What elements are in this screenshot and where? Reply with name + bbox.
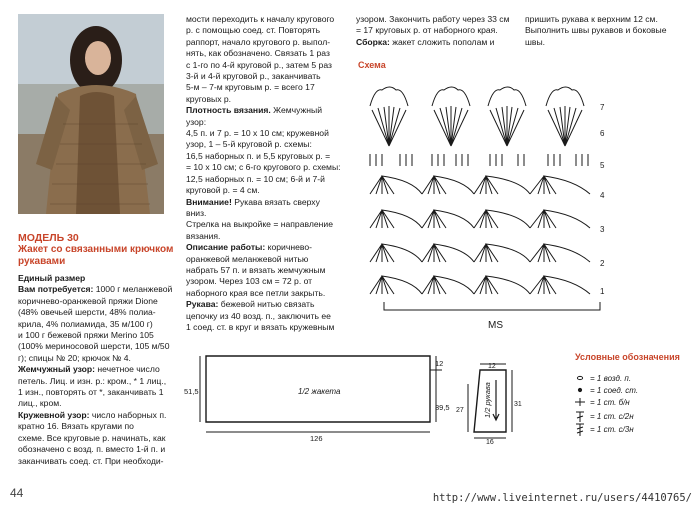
jacket-right: 39,5 — [435, 403, 450, 412]
double-treble-icon — [576, 412, 584, 422]
col2-line-2: раппорт, начало кругового р. выпол- — [186, 36, 331, 47]
model-subtitle-1: Жакет со связанными крючком — [18, 244, 174, 255]
sleeves-line-0 — [186, 299, 342, 310]
attention-line-2: вязания. — [186, 230, 221, 241]
legend-item-1: = 1 соед. ст. — [590, 386, 639, 395]
need-text-0: 1000 г меланжевой — [93, 284, 173, 295]
col3-line-0: узором. Закончить работу через 33 см — [356, 14, 510, 24]
model-title: МОДЕЛЬ 30 — [18, 232, 79, 244]
attention-text-0: Рукава вязать сверху вниз. — [186, 196, 320, 218]
col2-line-4: с 1-го по 4-й круговой р., затем 5 раз — [186, 59, 332, 70]
chain-stitch-icon — [577, 376, 582, 379]
lace-text-0: число наборных п. — [89, 409, 167, 420]
work-line-1: оранжевой меланжевой нитью — [186, 253, 309, 264]
need-line-5: (100% мериносовой шерсти, 105 м/50 — [18, 341, 170, 352]
sleeves-text-0: бежевой нитью связать — [218, 299, 315, 310]
col2-line-6: 5-м – 7-м круговым р. = всего 17 — [186, 82, 315, 93]
row-number-5: 5 — [600, 161, 605, 170]
assembly-text: жакет сложить пополам и — [389, 36, 495, 47]
density-line-2: узор, 1 – 5-й круговой р. схемы: — [186, 139, 312, 150]
legend-item-0: = 1 возд. п. — [590, 374, 632, 383]
lace-line-2: схеме. Все круговые р. начинать, как — [18, 432, 166, 443]
col4-line-1: Выполнить швы рукавов и боковые — [525, 25, 667, 36]
attention-line-1: Стрелка на выкройке = направление — [186, 219, 333, 230]
model-photo-illustration — [18, 14, 164, 214]
sleeve-pattern — [450, 360, 530, 444]
work-label: Описание работы: — [186, 242, 266, 253]
pearl-line-0 — [18, 364, 174, 375]
need-line-1: коричнево-оранжевой пряжи Dione — [18, 295, 158, 306]
sleeves-label: Рукава: — [186, 299, 219, 310]
pearl-label: Жемчужный узор: — [18, 364, 96, 375]
density-label: Плотность вязания. — [186, 105, 271, 116]
col2-line-3: нять, как обозначено. Связать 1 раз — [186, 48, 330, 59]
work-line-4: наборного края все петли закрыть. — [186, 287, 326, 298]
col2-line-1: р. с помощью соед. ст. Повторять — [186, 25, 321, 36]
need-line-0 — [18, 284, 174, 295]
scheme-rows-1-4 — [370, 176, 590, 294]
density-line-4: = 10 х 10 см; с 6-го кругового р. схемы: — [186, 162, 341, 173]
legend-item-2: = 1 ст. б/н — [590, 398, 630, 407]
sleeve-right: 31 — [514, 401, 522, 408]
lace-label: Кружевной узор: — [18, 409, 90, 420]
repeat-bracket — [384, 302, 600, 310]
sleeve-top: 12 — [488, 363, 496, 370]
density-line-3: 16,5 наборных п. и 5,5 круговых р. = — [186, 150, 331, 161]
col4-line-0: пришить рукава к верхним 12 см. — [525, 14, 658, 24]
density-line-0 — [186, 105, 342, 128]
assembly-label: Сборка: — [356, 36, 390, 47]
sleeves-line-2: 1 соед. ст. в круг и вязать кружевным — [186, 321, 335, 332]
pearl-line-1: петель. Лиц. и изн. р.: кром., * 1 лиц., — [18, 375, 167, 386]
triple-treble-icon — [576, 424, 584, 436]
column-1 — [18, 232, 174, 467]
pearl-line-2: 1 изн., повторять от *, заканчивать 1 — [18, 387, 164, 398]
need-line-4: и 100 г бежевой пряжи Merino 105 — [18, 330, 154, 341]
lace-line-1: кратно 16. Вязать кругами по — [18, 421, 134, 432]
need-line-6: г); спицы № 20; крючок № 4. — [18, 352, 131, 363]
repeat-label: MS — [488, 320, 503, 331]
jacket-top-right: 12 — [435, 359, 444, 368]
density-line-1: 4,5 п. и 7 р. = 10 х 10 см; кружевной — [186, 128, 329, 139]
col4-line-2: швы. — [525, 36, 546, 47]
work-line-0 — [186, 242, 342, 253]
pearl-line-3: лиц., кром. — [18, 398, 62, 409]
slip-stitch-icon — [578, 388, 581, 391]
jacket-pattern — [180, 348, 450, 444]
col2-line-7: круговых р. — [186, 93, 232, 104]
attention-line-0 — [186, 197, 342, 220]
pearl-text-0: нечетное число — [95, 364, 160, 375]
jacket-label: 1/2 жакета — [298, 387, 341, 396]
density-line-5: 12,5 наборных п. = 10 см; 6-й и 7-й — [186, 173, 325, 184]
row-number-7: 7 — [600, 103, 605, 112]
knitting-direction-arrow-icon — [493, 380, 499, 420]
row-number-4: 4 — [600, 191, 605, 200]
legend — [572, 372, 692, 438]
jacket-width: 126 — [310, 434, 323, 443]
single-crochet-icon — [575, 398, 585, 406]
column-4 — [525, 14, 690, 48]
attention-label: Внимание! — [186, 196, 232, 207]
need-line-2: (48% овечьей шерсти, 48% полиа- — [18, 307, 156, 318]
assembly-line — [356, 37, 516, 48]
row-number-1: 1 — [600, 287, 605, 296]
source-url[interactable]: http://www.liveinternet.ru/users/4410765/ — [432, 492, 692, 504]
row-number-3: 3 — [600, 225, 605, 234]
row-number-6: 6 — [600, 129, 605, 138]
need-label: Вам потребуется: — [18, 284, 94, 295]
lace-line-3: обозначено с возд. п. вместо 1-й п. и — [18, 444, 166, 455]
scheme-row-7 — [370, 87, 584, 106]
model-subtitle-2: рукавами — [18, 255, 66, 267]
sleeves-line-1: цепочку из 40 возд. п., заключить ее — [186, 310, 331, 321]
page-number: 44 — [10, 486, 24, 500]
sleeve-left: 27 — [456, 407, 464, 414]
lace-line-0 — [18, 410, 174, 421]
scheme-row-6 — [372, 106, 582, 146]
column-3 — [356, 14, 516, 48]
lace-line-4: заканчивать соед. ст. При необходи- — [18, 455, 164, 466]
col2-line-5: 3-й и 4-й круговой р., заканчивать — [186, 71, 321, 82]
col3-line-1: = 17 круговых р. от наборного края. — [356, 25, 498, 36]
work-line-2: набрать 57 п. и вязать жемчужным — [186, 264, 326, 275]
legend-item-3: = 1 ст. с/2н — [590, 412, 634, 421]
work-line-3: узором. Через 103 см = 72 р. от — [186, 276, 313, 287]
need-line-3: крила, 4% полиамида, 35 м/100 г) — [18, 318, 153, 329]
scheme-row-5 — [370, 154, 588, 166]
sleeve-label: 1/2 рукава — [483, 382, 492, 418]
col2-line-0: мости переходить к началу кругового — [186, 14, 335, 24]
crochet-scheme — [360, 76, 620, 338]
column-2 — [186, 14, 342, 333]
scheme-title: Схема — [358, 60, 386, 70]
density-text-0: Жемчужный узор: — [186, 105, 322, 127]
sleeve-bottom: 16 — [486, 439, 494, 444]
density-line-6: круговой р. = 4 см. — [186, 185, 260, 196]
legend-title: Условные обозначения — [575, 352, 680, 362]
row-number-2: 2 — [600, 259, 605, 268]
legend-item-4: = 1 ст. с/3н — [590, 425, 634, 434]
jacket-height: 51,5 — [184, 387, 199, 396]
size-label: Единый размер — [18, 273, 86, 283]
model-photo — [18, 14, 164, 214]
work-text-0: коричнево- — [265, 242, 312, 253]
